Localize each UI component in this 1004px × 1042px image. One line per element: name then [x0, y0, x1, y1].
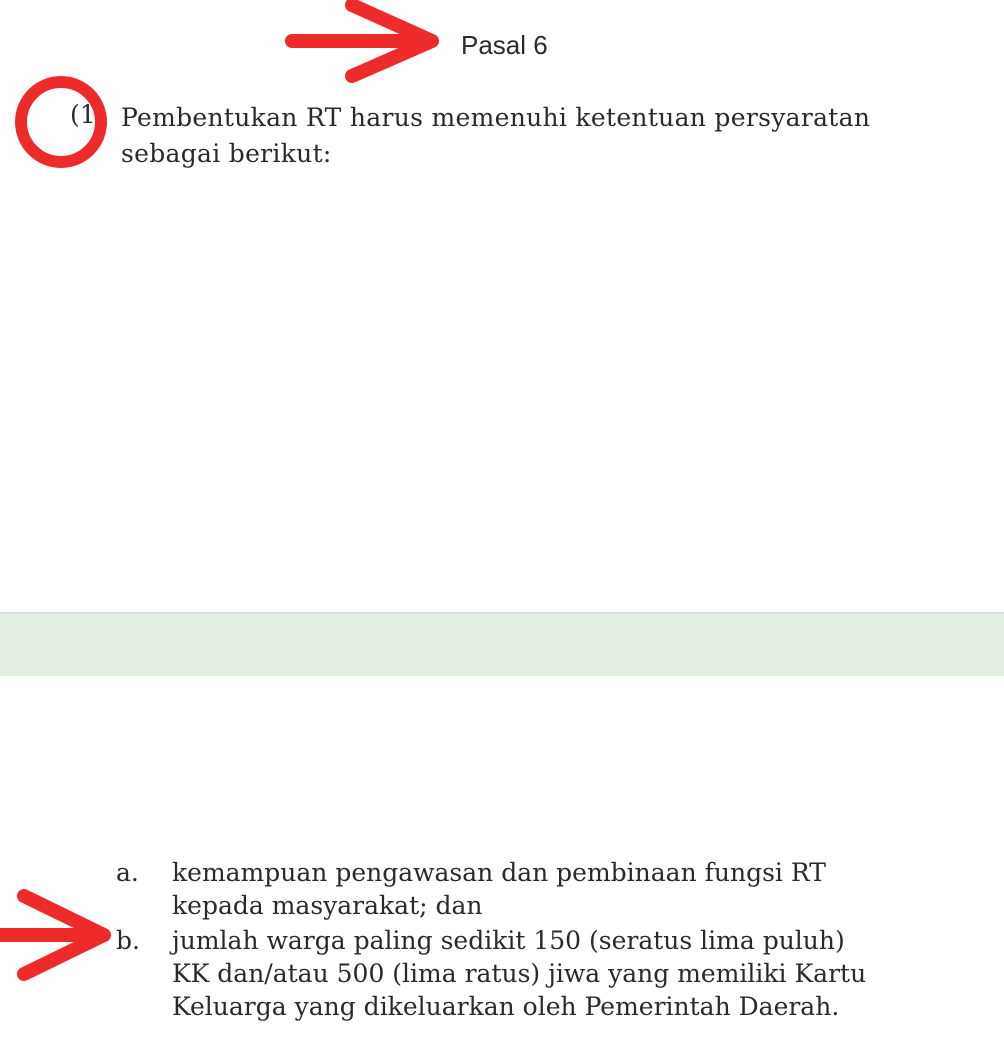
list-marker-b: b.: [116, 926, 140, 955]
page-divider-band: [0, 612, 1004, 676]
list-line: kepada masyarakat; dan: [172, 891, 483, 920]
paragraph-line: sebagai berikut:: [121, 139, 332, 168]
list-line: jumlah warga paling sedikit 150 (seratus lima puluh): [172, 926, 845, 955]
list-line: kemampuan pengawasan dan pembinaan fungsi RT: [172, 858, 826, 887]
article-heading: Pasal 6: [461, 30, 548, 60]
list-text-a: [172, 856, 962, 922]
list-line: Keluarga yang dikeluarkan oleh Pemerintah Daerah.: [172, 992, 840, 1021]
article-paragraph: [121, 100, 961, 172]
paragraph-line: Pembentukan RT harus memenuhi ketentuan persyaratan: [121, 103, 871, 132]
item-number: (1): [70, 100, 106, 129]
list-line: KK dan/atau 500 (lima ratus) jiwa yang memiliki Kartu: [172, 959, 867, 988]
list-marker-a: a.: [116, 858, 139, 887]
list-text-b: [172, 924, 962, 1023]
